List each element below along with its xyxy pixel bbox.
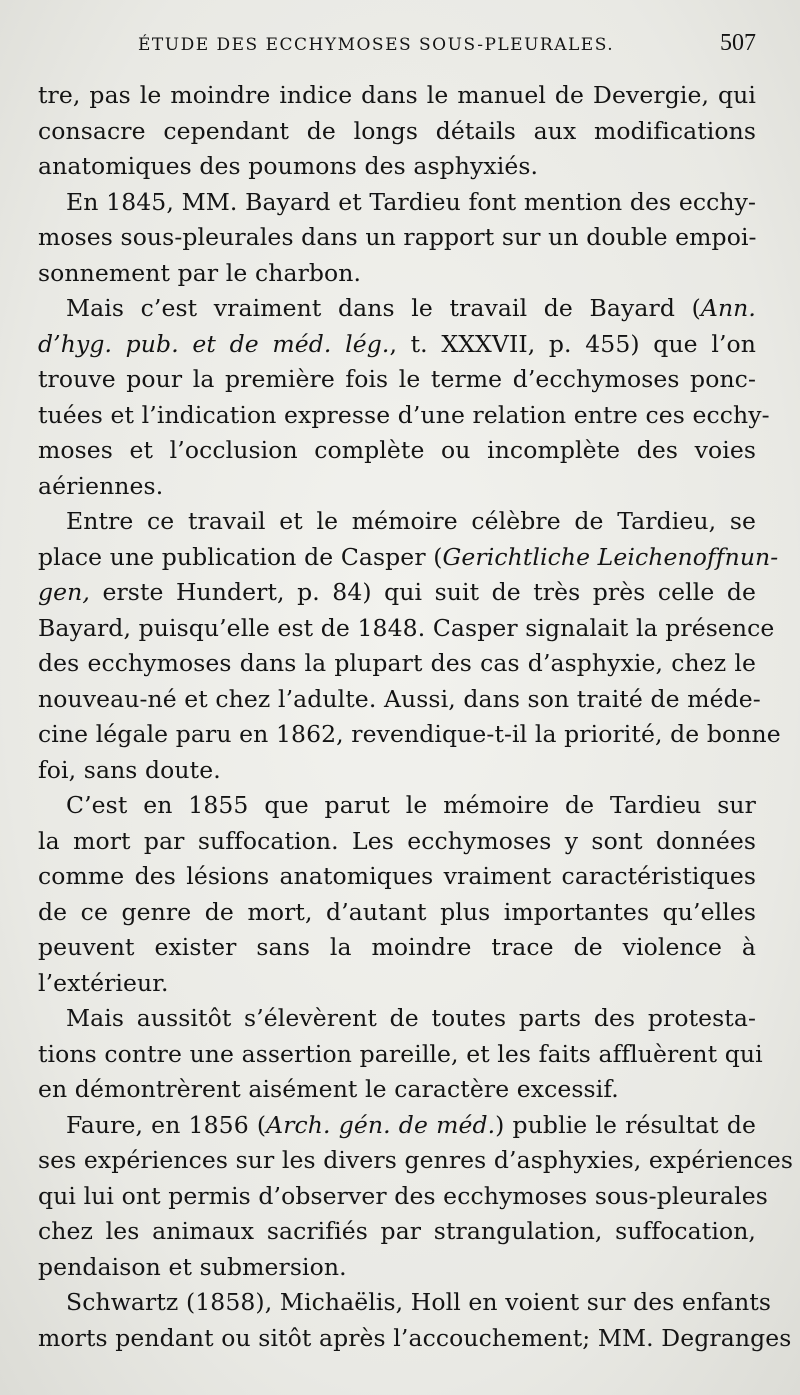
text-run: l’extérieur. [38, 968, 169, 997]
text-line [38, 753, 756, 789]
text-line [38, 1214, 756, 1250]
text-run: tre, pas le moindre indice dans le manuel de Devergie, qui [38, 81, 756, 109]
text-run: ) publie le résultat de [495, 1110, 756, 1139]
text-run: Entre ce travail et le mémoire célèbre de Tardieu, se [66, 507, 756, 535]
text-line [38, 185, 756, 221]
text-run: Bayard, puisqu’elle est de 1848. Casper signalait la présence [38, 613, 775, 642]
italic-citation: Gerichtliche Leichenoffnun- [442, 542, 779, 571]
text-line [38, 256, 756, 292]
text-run: chez les animaux sacrifiés par strangulation, suffocation, [38, 1217, 756, 1245]
text-line [38, 1285, 772, 1321]
text-line [38, 433, 756, 469]
text-line [38, 1072, 756, 1108]
text-run: En 1845, MM. Bayard et Tardieu font mention des ecchy- [66, 187, 756, 216]
text-line [38, 327, 756, 363]
text-line [38, 78, 756, 114]
text-line [38, 220, 756, 256]
text-run: nouveau-né et chez l’adulte. Aussi, dans son traité de méde- [38, 684, 761, 713]
text-run: Faure, en 1856 ( [66, 1110, 267, 1139]
text-run: ses expériences sur les divers genres d’asphyxies, expériences [38, 1146, 794, 1174]
text-run: sonnement par le charbon. [38, 258, 362, 287]
text-run: trouve pour la première fois le terme d’ecchymoses ponc- [38, 365, 756, 393]
text-line [38, 682, 761, 718]
text-run: tions contre une assertion pareille, et les faits affluèrent qui [38, 1039, 763, 1068]
text-run: Schwartz (1858), Michaëlis, Holl en voient sur des enfants [66, 1288, 772, 1316]
text-line [38, 966, 756, 1002]
text-line [38, 1001, 756, 1037]
text-line [38, 540, 779, 576]
text-line [38, 1321, 792, 1357]
body-text [38, 78, 794, 1356]
text-run: erste Hundert, p. 84) qui suit de très près celle de [89, 578, 756, 606]
text-line [38, 859, 756, 895]
text-run: place une publication de Casper ( [38, 542, 443, 571]
text-run: anatomiques des poumons des asphyxiés. [38, 152, 539, 180]
text-run: comme des lésions anatomiques vraiment caractéristiques [38, 862, 756, 890]
text-run: des ecchymoses dans la plupart des cas d’asphyxie, chez le [38, 649, 756, 677]
running-title: ÉTUDE DES ECCHYMOSES SOUS-PLEURALES. [138, 35, 615, 55]
text-run: aériennes. [38, 471, 164, 500]
italic-citation: gen, [38, 578, 90, 606]
text-line [38, 291, 756, 327]
text-run: , t. XXXVII, p. 455) que l’on [389, 329, 756, 358]
text-run: cine légale paru en 1862, revendique-t-il la priorité, de bonne [38, 720, 781, 748]
text-run: pendaison et submersion. [38, 1252, 347, 1281]
text-run: Mais aussitôt s’élevèrent de toutes parts des protesta- [66, 1004, 756, 1032]
text-line [38, 398, 770, 434]
text-line [38, 504, 756, 540]
text-run: foi, sans doute. [38, 755, 221, 784]
text-line [38, 824, 756, 860]
text-line [38, 114, 756, 150]
text-line [38, 895, 756, 931]
text-line [38, 149, 756, 185]
text-run: Mais c’est vraiment dans le travail de Bayard ( [66, 294, 701, 322]
italic-citation: d’hyg. pub. et de méd. lég. [38, 329, 390, 358]
text-line [38, 717, 781, 753]
text-run: C’est en 1855 que parut le mémoire de Tardieu sur [66, 791, 756, 819]
text-run: peuvent exister sans la moindre trace de violence à [38, 933, 756, 961]
page-number: 507 [720, 30, 756, 56]
running-header [38, 30, 756, 74]
text-run: moses sous-pleurales dans un rapport sur un double empoi- [38, 223, 757, 251]
text-run: morts pendant ou sitôt après l’accouchement; MM. Degranges [38, 1323, 792, 1352]
text-line [38, 930, 756, 966]
text-run: la mort par suffocation. Les ecchymoses y sont données [38, 826, 756, 855]
text-run: tuées et l’indication expresse d’une relation entre ces ecchy- [38, 400, 770, 429]
text-line [38, 1179, 768, 1215]
text-line [38, 646, 756, 682]
italic-citation: Arch. gén. de méd. [266, 1110, 496, 1139]
text-run: moses et l’occlusion complète ou incomplète des voies [38, 436, 756, 464]
text-line [38, 1143, 794, 1179]
text-run: en démontrèrent aisément le caractère excessif. [38, 1075, 619, 1103]
text-line [38, 1250, 756, 1286]
text-line [38, 362, 756, 398]
text-line [38, 788, 756, 824]
text-run: consacre cependant de longs détails aux modifications [38, 116, 756, 145]
italic-citation: Ann. [700, 294, 756, 322]
text-line [38, 611, 775, 647]
text-line [38, 575, 756, 611]
text-line [38, 1108, 756, 1144]
text-line [38, 1037, 763, 1073]
text-run: de ce genre de mort, d’autant plus importantes qu’elles [38, 897, 756, 926]
text-run: qui lui ont permis d’observer des ecchymoses sous-pleurales [38, 1181, 768, 1210]
text-line [38, 469, 756, 505]
